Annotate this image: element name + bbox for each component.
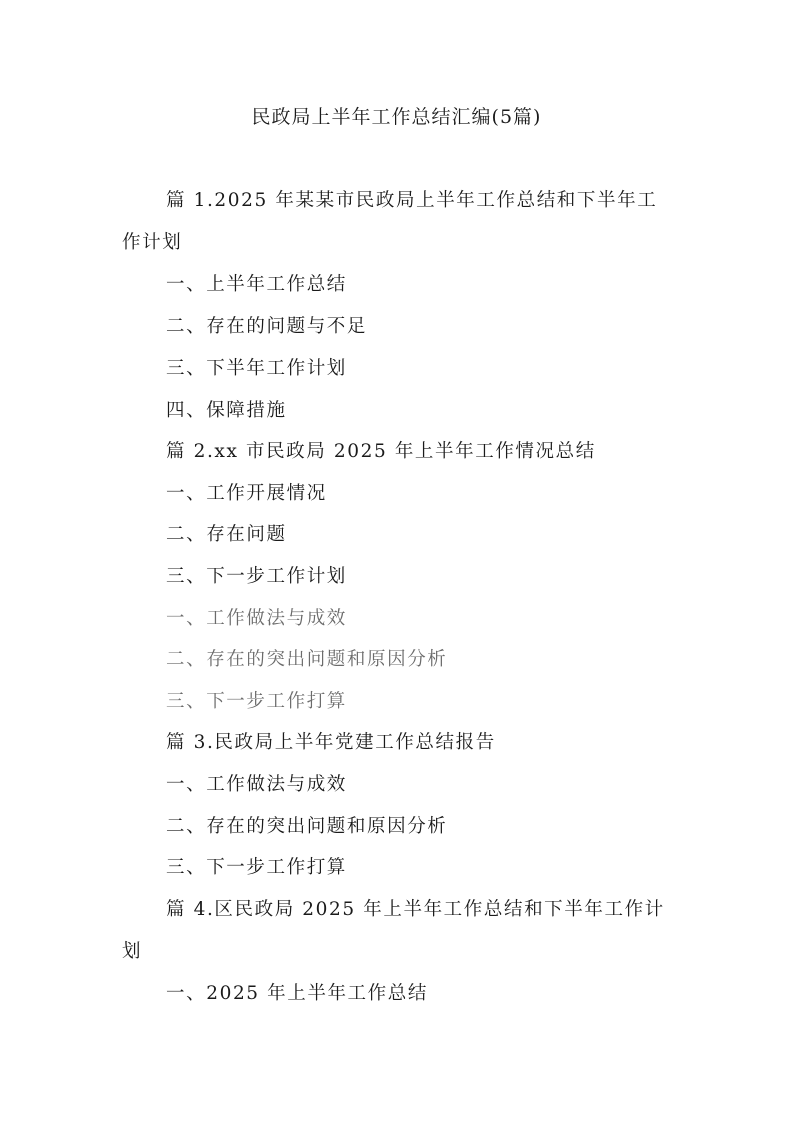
- toc-item: 一、工作开展情况: [166, 483, 327, 504]
- toc-article-1-heading: 篇 1.2025 年某某市民政局上半年工作总结和下半年工: [166, 190, 658, 211]
- toc-item: 一、工作做法与成效: [166, 774, 347, 795]
- toc-article-4-heading: 篇 4.区民政局 2025 年上半年工作总结和下半年工作计: [166, 899, 665, 920]
- toc-article-3-heading: 篇 3.民政局上半年党建工作总结报告: [166, 732, 496, 753]
- toc-article-4-heading-continued: 划: [122, 941, 143, 962]
- toc-item: 二、存在的突出问题和原因分析: [166, 816, 448, 837]
- toc-item: 一、上半年工作总结: [166, 274, 347, 295]
- document-title: 民政局上半年工作总结汇编(5篇): [251, 106, 542, 128]
- toc-item: 三、下一步工作计划: [166, 566, 347, 587]
- toc-item: 一、工作做法与成效: [166, 608, 347, 629]
- toc-item: 三、下一步工作打算: [166, 691, 347, 712]
- toc-item: 二、存在问题: [166, 524, 287, 545]
- toc-article-1-heading-continued: 作计划: [122, 232, 183, 253]
- toc-article-2-heading: 篇 2.xx 市民政局 2025 年上半年工作情况总结: [166, 441, 596, 462]
- toc-item: 四、保障措施: [166, 400, 287, 421]
- toc-item: 二、存在的问题与不足: [166, 316, 368, 337]
- toc-item: 三、下一步工作打算: [166, 857, 347, 878]
- toc-item: 三、下半年工作计划: [166, 358, 347, 379]
- toc-item: 一、2025 年上半年工作总结: [166, 983, 428, 1004]
- toc-item: 二、存在的突出问题和原因分析: [166, 649, 448, 670]
